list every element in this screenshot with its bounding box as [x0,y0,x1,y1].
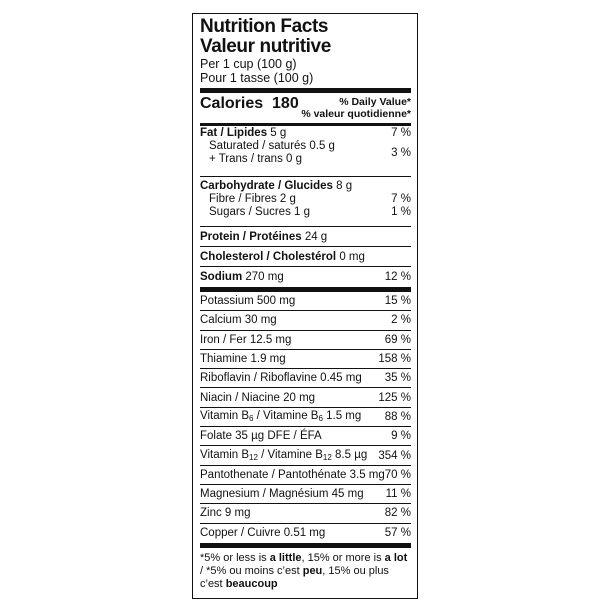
vitamin-b6-pct: 88 % [384,410,411,423]
niacin-pct: 125 % [378,391,411,404]
footnote-bold: a lot [384,551,408,564]
sugars-row [200,206,411,219]
magnesium-pct: 11 % [385,488,411,501]
vitamin-b12-text: Vitamin B [200,449,250,462]
serving-size-en: Per 1 cup (100 g) [200,57,297,71]
vitamin-row [200,388,411,407]
protein-row [200,227,411,246]
vitamin-row [200,331,411,350]
subscript: 12 [322,453,332,463]
cholesterol-label: Cholesterol / Cholestérol [200,250,337,263]
fibre-pct: 7 % [391,193,411,205]
fibre-row [200,193,411,206]
carbohydrate-label: Carbohydrate / Glucides [200,180,333,192]
carbohydrate-amount: 8 g [336,180,353,192]
vitamin-b12-amount: 8.5 µg [331,449,368,462]
thiamine-pct: 158 % [378,353,411,366]
zinc-label: Zinc 9 mg [200,507,251,520]
fat-label: Fat / Lipides [200,127,268,139]
fat-row [200,127,411,140]
nutrition-facts-label [192,13,418,599]
copper-label: Copper / Cuivre 0.51 mg [200,527,326,540]
vitamin-b6-text: / Vitamine B [253,410,319,423]
fat-amount: 5 g [270,127,287,139]
pantothenate-label: Pantothenate / Pantothénate 3.5 mg [200,468,385,481]
footnote-text: , 15% or more is [301,551,385,564]
fibre-label: Fibre / Fibres 2 g [209,193,296,205]
potassium-pct: 15 % [384,295,411,308]
vitamin-row [200,311,411,330]
subscript: 6 [318,414,323,424]
vitamin-b6-text: Vitamin B [200,410,250,423]
sugars-label: Sugars / Sucres 1 g [209,206,310,218]
folate-pct: 9 % [391,430,411,443]
vitamin-row [200,504,411,523]
vitamin-row [200,350,411,369]
vitamin-row [200,408,411,427]
sat-trans-pct: 3 % [391,147,411,159]
footnote-text: , 15% ou plus c’est [200,564,389,590]
title-fr: Valeur nutritive [200,36,331,57]
magnesium-label: Magnesium / Magnésium 45 mg [200,488,364,501]
fat-pct: 7 % [391,127,411,139]
fat-block [200,126,411,176]
protein-label: Protein / Protéines [200,230,302,243]
cholesterol-row [200,247,411,266]
calories-row [200,93,411,123]
daily-value-en: % Daily Value* [339,96,411,108]
sugars-pct: 1 % [391,206,411,218]
footnote-bold: beaucoup [225,577,278,590]
fat-subrows [200,140,411,166]
vitamins-list [200,292,411,543]
serving-size-fr: Pour 1 tasse (100 g) [200,71,314,85]
pantothenate-pct: 70 % [384,468,411,481]
thiamine-label: Thiamine 1.9 mg [200,353,286,366]
subscript: 12 [249,453,258,463]
footnote-bold: a little [269,551,302,564]
vitamin-row [200,427,411,446]
daily-value-heading [301,95,411,120]
potassium-label: Potassium 500 mg [200,295,296,308]
calories-value: 180 [272,95,299,112]
iron-label: Iron / Fer 12.5 mg [200,333,292,346]
carbohydrate-block [200,177,411,226]
folate-label: Folate 35 µg DFE / ÉFA [200,430,322,443]
niacin-label: Niacin / Niacine 20 mg [200,391,316,404]
riboflavin-label: Riboflavin / Riboflavine 0.45 mg [200,372,362,385]
subscript: 6 [249,414,254,424]
riboflavin-pct: 35 % [384,372,411,385]
footnote [200,548,411,591]
carbohydrate-row [200,180,411,193]
title-en: Nutrition Facts [200,16,329,37]
sodium-row [200,267,411,286]
vitamin-b12-pct: 354 % [378,449,411,462]
daily-value-fr: % valeur quotidienne* [301,108,411,120]
footnote-text: / *5% ou moins c’est [200,564,303,577]
vitamin-row [200,292,411,311]
trans-fat: + Trans / trans 0 g [209,153,303,165]
cholesterol-amount: 0 mg [339,250,365,263]
saturated-fat: Saturated / saturés 0.5 g [209,140,335,152]
vitamin-b12-text: / Vitamine B [257,449,323,462]
vitamin-b6-label [200,410,361,423]
vitamin-b6-amount: 1.5 mg [322,410,362,423]
vitamin-row [200,524,411,543]
copper-pct: 57 % [384,527,411,540]
zinc-pct: 82 % [384,507,411,520]
sodium-pct: 12 % [384,270,411,283]
calcium-pct: 2 % [391,314,411,327]
vitamin-row [200,369,411,388]
vitamin-row [200,485,411,504]
footnote-text: *5% or less is [200,551,270,564]
vitamin-b12-label [200,449,367,462]
sodium-amount: 270 mg [245,270,284,283]
protein-amount: 24 g [304,230,328,243]
vitamin-row [200,446,411,465]
footnote-bold: peu [302,564,323,577]
sodium-label: Sodium [200,270,243,283]
calories-label: Calories [200,95,264,112]
vitamin-row [200,466,411,485]
iron-pct: 69 % [384,333,411,346]
calcium-label: Calcium 30 mg [200,314,277,327]
